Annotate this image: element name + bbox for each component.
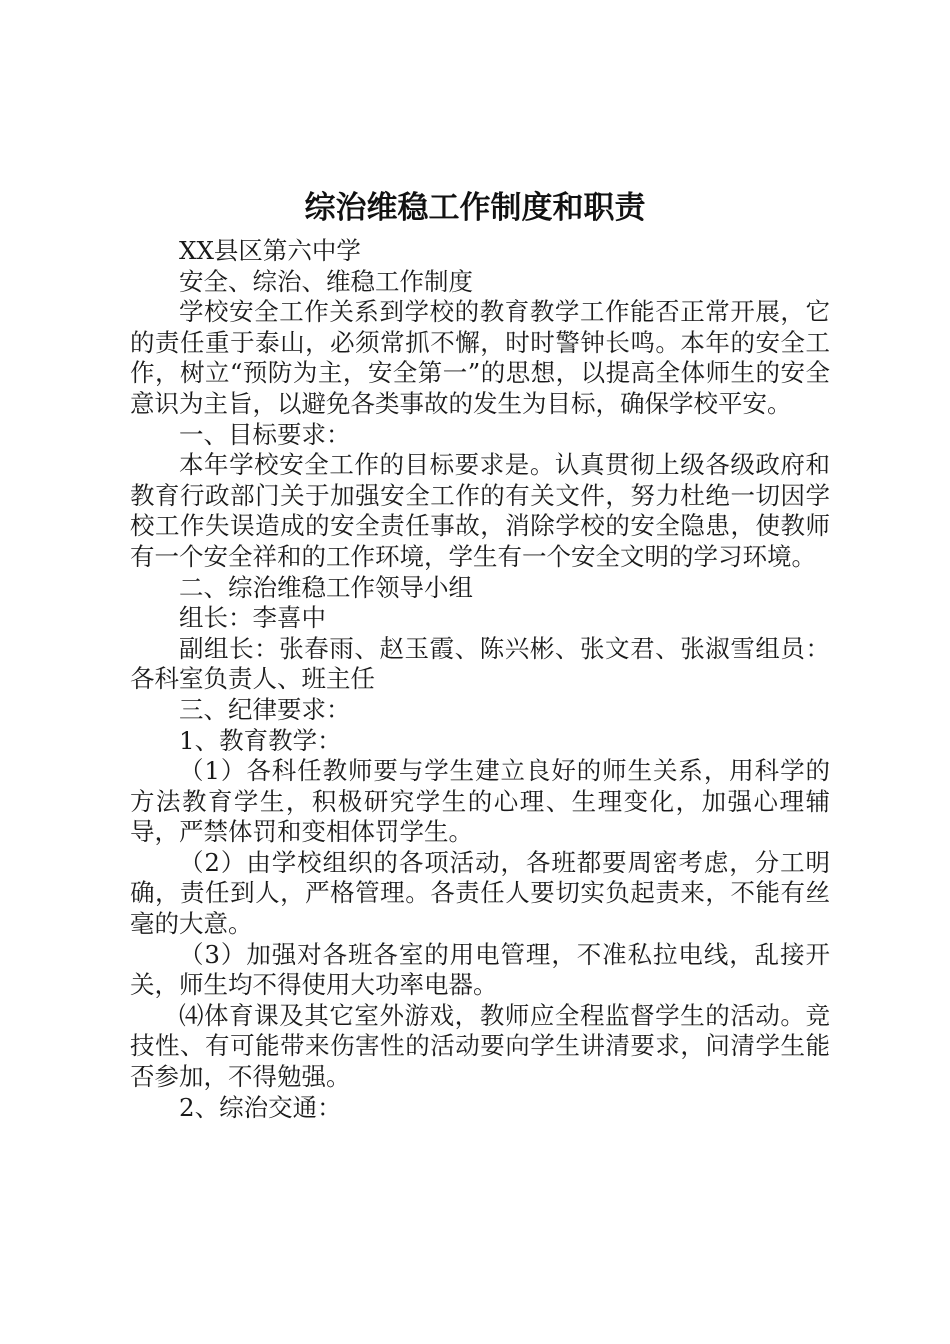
regulation-heading: 安全、综治、维稳工作制度	[179, 266, 473, 296]
goals-paragraph: 本年学校安全工作的目标要求是。认真贯彻上级各级政府和教育行政部门关于加强安全工作的有关文件，努力杜绝一切因学校工作失误造成的安全责任事故，消除学校的安全隐患，使教师有一个安全祥和的工作环境，学生有一个安全文明的学习环境。	[130, 450, 830, 571]
teaching-item-3: （3）加强对各班各室的用电管理，不准私拉电线，乱接开关，师生均不得使用大功率电器。	[130, 939, 830, 1000]
section-heading-discipline: 三、纪律要求：	[179, 694, 351, 724]
section-heading-goals: 一、目标要求：	[179, 419, 351, 449]
subsection-heading-traffic: 2、综治交通：	[179, 1092, 342, 1122]
intro-paragraph: 学校安全工作关系到学校的教育教学工作能否正常开展，它的责任重于泰山，必须常抓不懈，时时警钟长鸣。本年的安全工作，树立“预防为主，安全第一”的思想，以提高全体师生的安全意识为主旨，以避免各类事故的发生为目标，确保学校平安。	[130, 297, 830, 418]
section-heading-leadership: 二、综治维稳工作领导小组	[179, 572, 473, 602]
subsection-heading-teaching: 1、教育教学：	[179, 725, 342, 755]
teaching-item-1: （1）各科任教师要与学生建立良好的师生关系，用科学的方法教育学生，积极研究学生的心理、生理变化，加强心理辅导，严禁体罚和变相体罚学生。	[130, 756, 830, 847]
teaching-item-4: ⑷体育课及其它室外游戏，教师应全程监督学生的活动。竞技性、有可能带来伤害性的活动要向学生讲清要求，问清学生能否参加，不得勉强。	[130, 1000, 830, 1092]
school-name-line: XX县区第六中学	[179, 236, 361, 265]
leader-line: 组长：李喜中	[179, 603, 326, 633]
teaching-item-2: （2）由学校组织的各项活动，各班都要周密考虑，分工明确，责任到人，严格管理。各责任人要切实负起责来，不能有丝毫的大意。	[130, 847, 830, 939]
document-title: 综治维稳工作制度和职责	[304, 190, 646, 226]
deputy-leaders-line: 副组长：张春雨、赵玉霞、陈兴彬、张文君、张淑雪组员：各科室负责人、班主任	[130, 633, 830, 694]
document-body	[130, 236, 830, 1123]
